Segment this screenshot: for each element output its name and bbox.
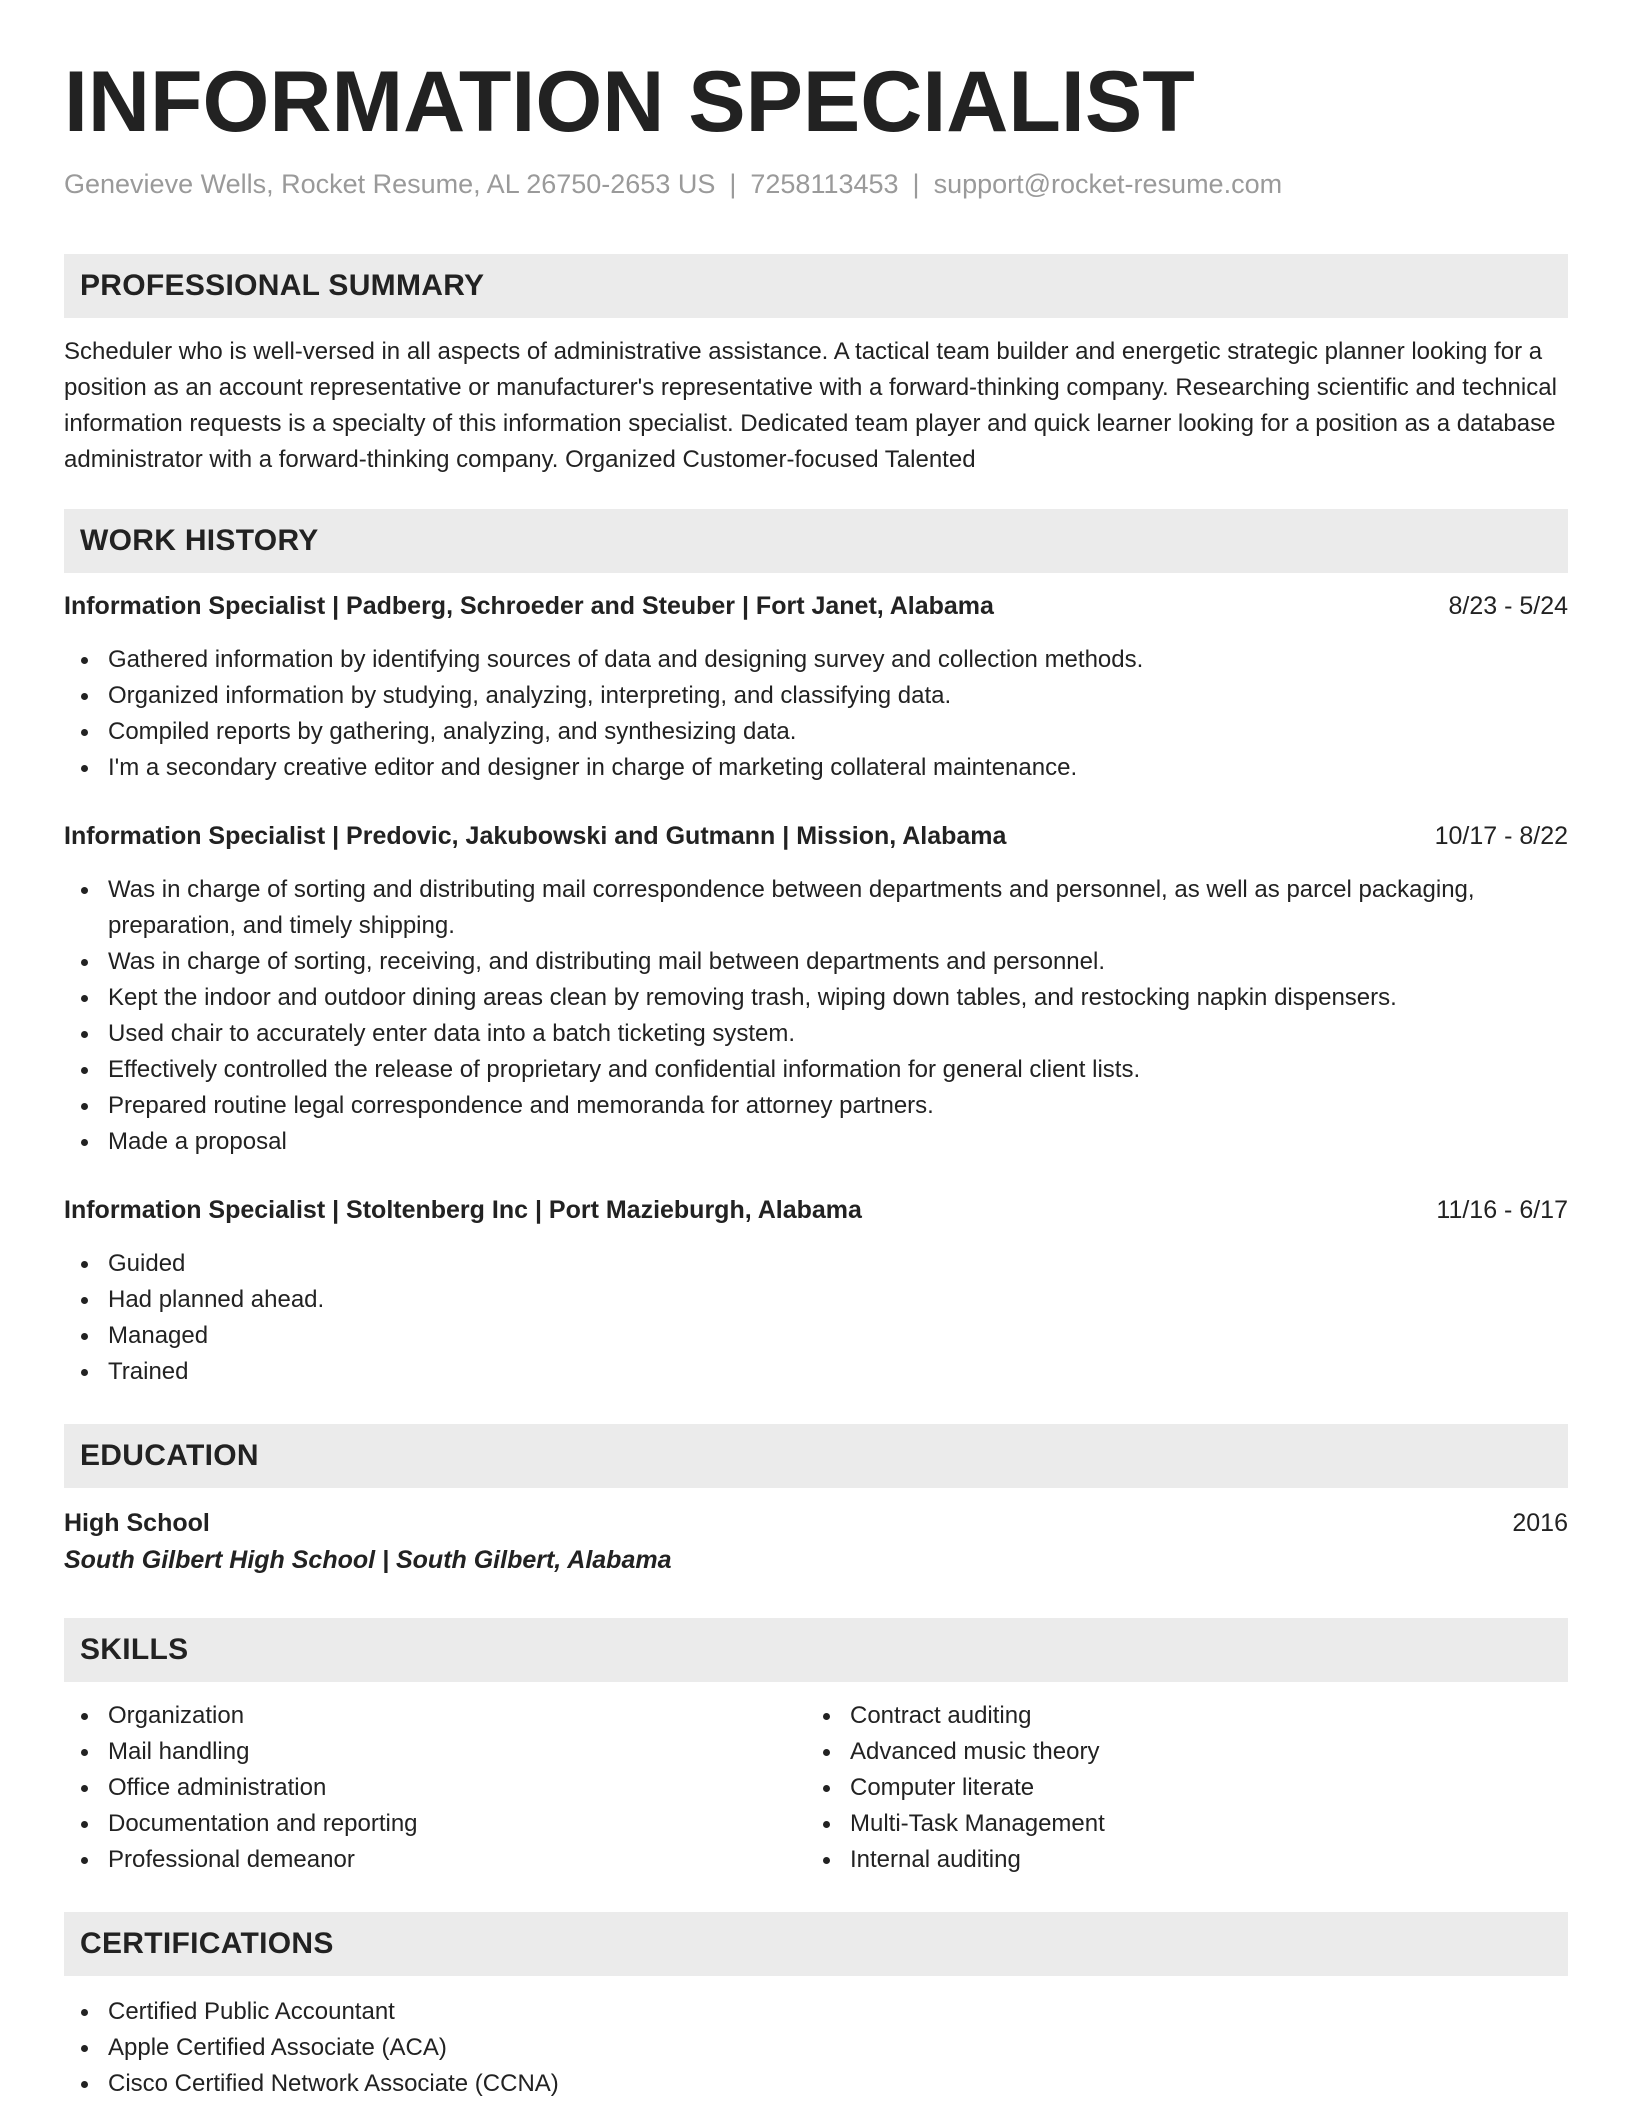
skill-item: Contract auditing: [806, 1698, 1568, 1734]
skill-item: Advanced music theory: [806, 1734, 1568, 1770]
work-history-heading: WORK HISTORY: [64, 509, 1568, 573]
job-bullets: [64, 1246, 1568, 1390]
job-bullet: Gathered information by identifying sources of data and designing survey and collection methods.: [64, 642, 1568, 678]
certification-item: Cisco Certified Network Associate (CCNA): [64, 2066, 1568, 2102]
skill-item: Mail handling: [64, 1734, 806, 1770]
job-bullet: Guided: [64, 1246, 1568, 1282]
skill-item: Internal auditing: [806, 1842, 1568, 1878]
skill-item: Office administration: [64, 1770, 806, 1806]
job-header: [64, 818, 1568, 854]
education-heading: EDUCATION: [64, 1424, 1568, 1488]
skills-heading: SKILLS: [64, 1618, 1568, 1682]
contact-address: Genevieve Wells, Rocket Resume, AL 26750-2653 US: [64, 169, 716, 199]
summary-heading: PROFESSIONAL SUMMARY: [64, 254, 1568, 318]
job-entry: [64, 588, 1568, 786]
job-bullet: Had planned ahead.: [64, 1282, 1568, 1318]
job-title: Information Specialist | Stoltenberg Inc | Port Mazieburgh, Alabama: [64, 1196, 862, 1224]
job-header: [64, 1192, 1568, 1228]
certification-item: Certified Public Accountant: [64, 1994, 1568, 2030]
skill-item: Computer literate: [806, 1770, 1568, 1806]
job-bullet: Managed: [64, 1318, 1568, 1354]
contact-separator: |: [729, 169, 737, 199]
job-bullet: Compiled reports by gathering, analyzing, and synthesizing data.: [64, 714, 1568, 750]
skills-list-right: [806, 1698, 1568, 1878]
certifications-heading: CERTIFICATIONS: [64, 1912, 1568, 1976]
job-bullet: Effectively controlled the release of proprietary and confidential information for general client lists.: [64, 1052, 1568, 1088]
resume-page: [64, 52, 1568, 2102]
skill-item: Organization: [64, 1698, 806, 1734]
job-bullet: I'm a secondary creative editor and designer in charge of marketing collateral maintenance.: [64, 750, 1568, 786]
skills-columns: [64, 1698, 1568, 1878]
skill-item: Professional demeanor: [64, 1842, 806, 1878]
education-degree: High School: [64, 1509, 210, 1537]
education-year: 2016: [1512, 1509, 1568, 1537]
certification-item: Apple Certified Associate (ACA): [64, 2030, 1568, 2066]
job-title: Information Specialist | Predovic, Jakubowski and Gutmann | Mission, Alabama: [64, 822, 1007, 850]
education-school: South Gilbert High School | South Gilbert, Alabama: [64, 1546, 672, 1574]
job-bullet: Prepared routine legal correspondence and memoranda for attorney partners.: [64, 1088, 1568, 1124]
job-bullets: [64, 642, 1568, 786]
job-bullet: Kept the indoor and outdoor dining areas clean by removing trash, wiping down tables, and restocking napkin dispensers.: [64, 980, 1568, 1016]
job-bullet: Made a proposal: [64, 1124, 1568, 1160]
certifications-list: [64, 1994, 1568, 2102]
job-header: [64, 588, 1568, 624]
job-dates: 10/17 - 8/22: [1434, 822, 1568, 850]
job-dates: 11/16 - 6/17: [1436, 1196, 1568, 1224]
job-entry: [64, 818, 1568, 1160]
contact-phone: 7258113453: [750, 169, 899, 199]
skills-list-left: [64, 1698, 806, 1878]
job-title: Information Specialist | Padberg, Schroeder and Steuber | Fort Janet, Alabama: [64, 592, 994, 620]
job-bullet: Was in charge of sorting and distributing mail correspondence between departments and personnel, as well as parcel packaging, preparation, and timely shipping.: [64, 872, 1568, 944]
skill-item: Multi-Task Management: [806, 1806, 1568, 1842]
job-dates: 8/23 - 5/24: [1448, 592, 1568, 620]
education-header: [64, 1505, 1568, 1541]
contact-separator: |: [912, 169, 920, 199]
job-bullet: Organized information by studying, analyzing, interpreting, and classifying data.: [64, 678, 1568, 714]
summary-text: Scheduler who is well-versed in all aspects of administrative assistance. A tactical team builder and energetic strategic planner looking for a position as an account representative or manufacturer's representative with a forward-thinking company. Researching scientific and technical information requests is a specialty of this information specialist. Dedicated team player and quick learner looking for a position as a database administrator with a forward-thinking company. Organized Customer-focused Talented: [64, 338, 1557, 473]
job-bullets: [64, 872, 1568, 1160]
contact-email: support@rocket-resume.com: [933, 169, 1283, 199]
job-bullet: Used chair to accurately enter data into a batch ticketing system.: [64, 1016, 1568, 1052]
job-bullet: Trained: [64, 1354, 1568, 1390]
skill-item: Documentation and reporting: [64, 1806, 806, 1842]
job-entry: [64, 1192, 1568, 1390]
resume-title: INFORMATION SPECIALIST: [64, 54, 1195, 150]
contact-line: [64, 166, 1568, 202]
job-bullet: Was in charge of sorting, receiving, and distributing mail between departments and personnel.: [64, 944, 1568, 980]
